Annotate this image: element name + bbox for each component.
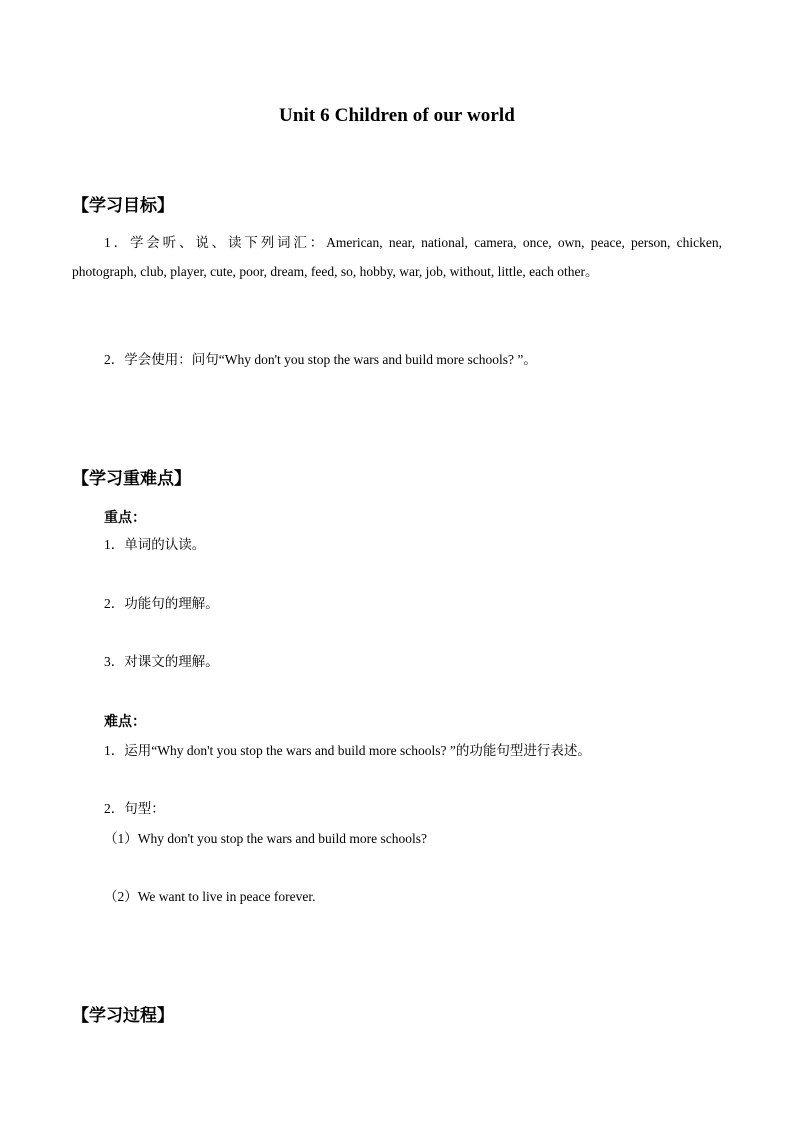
document-title: Unit 6 Children of our world xyxy=(279,105,515,126)
key-point-item: 2．功能句的理解。 xyxy=(104,596,219,611)
difficult-point-item: 1．运用“Why don't you stop the wars and build more schools? ”的功能句型进行表述。 xyxy=(104,743,591,758)
objective-item-sentence: 2．学会使用：问句“Why don't you stop the wars and build more schools? ”。 xyxy=(104,352,537,367)
sentence-pattern-item: （1）Why don't you stop the wars and build more schools? xyxy=(104,831,428,846)
difficult-points-label: 难点： xyxy=(104,714,146,730)
section-heading-key-difficult-points: 【学习重难点】 xyxy=(72,469,191,489)
section-heading-learning-objectives: 【学习目标】 xyxy=(72,196,174,216)
difficult-point-item: 2．句型： xyxy=(104,801,165,816)
key-points-label: 重点： xyxy=(104,510,146,526)
sentence-pattern-item: （2）We want to live in peace forever. xyxy=(104,889,316,904)
key-point-item: 1．单词的认读。 xyxy=(104,537,206,552)
section-heading-learning-process: 【学习过程】 xyxy=(72,1006,174,1026)
objective-item-vocabulary: 1．学会听、说、读下列词汇：American, near, national, camera, once, own, peace, person, chicken, photograph, club, player, cute, poor, dream, feed, so, hobby, war, job, without, little, each other。 xyxy=(72,235,722,279)
key-point-item: 3．对课文的理解。 xyxy=(104,654,219,669)
